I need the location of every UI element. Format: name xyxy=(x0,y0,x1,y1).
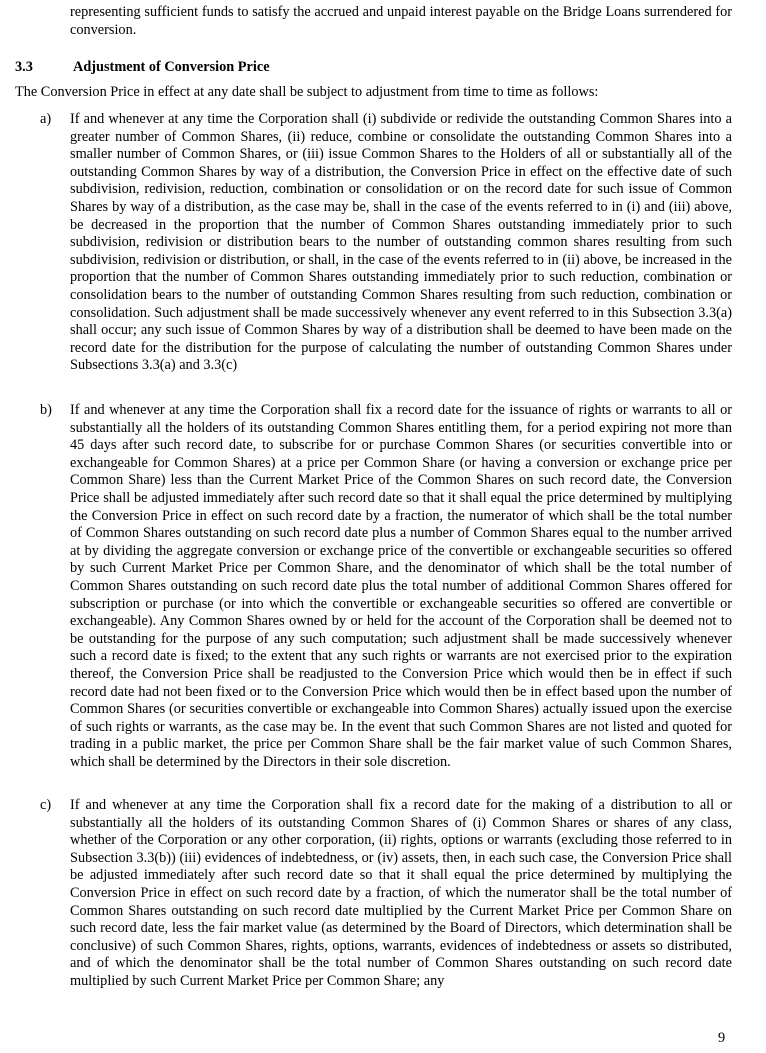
list-marker: c) xyxy=(40,797,52,813)
list-item-text: If and whenever at any time the Corporation shall fix a record date for the making of a distribution to all or substantially all the holders of its outstanding Common Shares of (i) Common Shares or shares of any class, whether of the Corporation or any other corporation, (ii) rights, options or warrants (excluding those referred to in Subsection 3.3(b)) (iii) evidences of indebtedness, or (iv) assets, then, in each such case, the Conversion Price shall be adjusted immediately after such record date so that it shall equal the price determined by multiplying the Conversion Price in effect on such record date by a fraction, of which the numerator shall be the total number of Common Shares outstanding on such record date multiplied by the Current Market Price per Common Share on such record date, less the fair market value (as determined by the Board of Directors, which determination shall be conclusive) of such Common Shares, rights, options, warrants, evidences of indebtedness or assets so distributed, and of which the denominator shall be the total number of Common Shares outstanding on such record date multiplied by such Current Market Price per Common Share; any xyxy=(70,797,732,989)
continued-paragraph: representing sufficient funds to satisfy the accrued and unpaid interest payable on the Bridge Loans surrendered for conversion. xyxy=(70,4,732,38)
list-marker: b) xyxy=(40,402,52,418)
intro-paragraph: The Conversion Price in effect at any date shall be subject to adjustment from time to time as follows: xyxy=(15,84,599,100)
section-number: 3.3 xyxy=(15,59,33,75)
list-marker: a) xyxy=(40,111,52,127)
section-heading xyxy=(15,58,270,76)
list-item-text: If and whenever at any time the Corporation shall (i) subdivide or redivide the outstanding Common Shares into a greater number of Common Shares, (ii) reduce, combine or consolidate the outstanding Common Shares into a smaller number of Common Shares, or (iii) issue Common Shares to the Holders of all or substantially all of the outstanding Common Shares by way of a distribution, the Conversion Price in effect on the effective date of such subdivision, redivision, reduction, combination or consolidation or on the record date for such issue of Common Shares by way of a distribution, as the case may be, shall in the case of the events referred to in (i) and (iii) above, be decreased in the proportion that the number of Common Shares outstanding immediately prior to such subdivision, redivision or distribution bears to the number of outstanding common shares resulting from such subdivision, redivision or distribution, or shall, in the case of the events referred to in (ii) above, be increased in the proportion that the number of Common Shares outstanding immediately prior to such reduction, combination or consolidation bears to the number of outstanding Common Shares resulting from such reduction, combination or consolidation. Such adjustment shall be made successively whenever any event referred to in this Subsection 3.3(a) shall occur; any such issue of Common Shares by way of a distribution shall be deemed to have been made on the record date for the distribution for the purpose of calculating the number of outstanding Common Shares under Subsections 3.3(a) and 3.3(c) xyxy=(70,111,732,374)
list-item-text: If and whenever at any time the Corporation shall fix a record date for the issuance of rights or warrants to all or substantially all the holders of its outstanding Common Shares entitling them, for a period expiring not more than 45 days after such record date, to subscribe for or purchase Common Shares (or securities convertible into or exchangeable for Common Shares) at a price per Common Share (or having a conversion or exchange price per Common Share) less than the Current Market Price of the Common Shares on such record date, the Conversion Price shall be adjusted immediately after such record date so that it shall equal the price determined by multiplying the Conversion Price in effect on such record date by a fraction, the numerator of which shall be the total number of Common Shares outstanding on such record date plus a number of Common Shares equal to the number arrived at by dividing the aggregate conversion or exchange price of the convertible or exchangeable securities so offered by such Current Market Price per Common Share, and the denominator of which shall be the total number of Common Shares outstanding on such record date plus the total number of additional Common Shares offered for subscription or purchase (or into which the convertible or exchangeable securities so offered are convertible or exchangeable). Any Common Shares owned by or held for the account of the Corporation shall be deemed not to be outstanding for the purpose of any such computation; such adjustment shall be made successively whenever such a record date is fixed; to the extent that any such rights or warrants are not exercised prior to the expiration thereof, the Conversion Price shall be readjusted to the Conversion Price which would then be in effect if such record date had not been fixed or to the Conversion Price which would then be in effect based upon the number of Common Shares (or securities convertible or exchangeable into Common Shares) actually issued upon the exercise of such rights or warrants, as the case may be. In the event that such Common Shares are not listed and quoted for trading in a public market, the price per Common Share shall be the fair market value of such Common Shares, which shall be determined by the Directors in their sole discretion. xyxy=(70,402,732,770)
page-number: 9 xyxy=(718,1030,726,1046)
section-title: Adjustment of Conversion Price xyxy=(73,59,270,75)
